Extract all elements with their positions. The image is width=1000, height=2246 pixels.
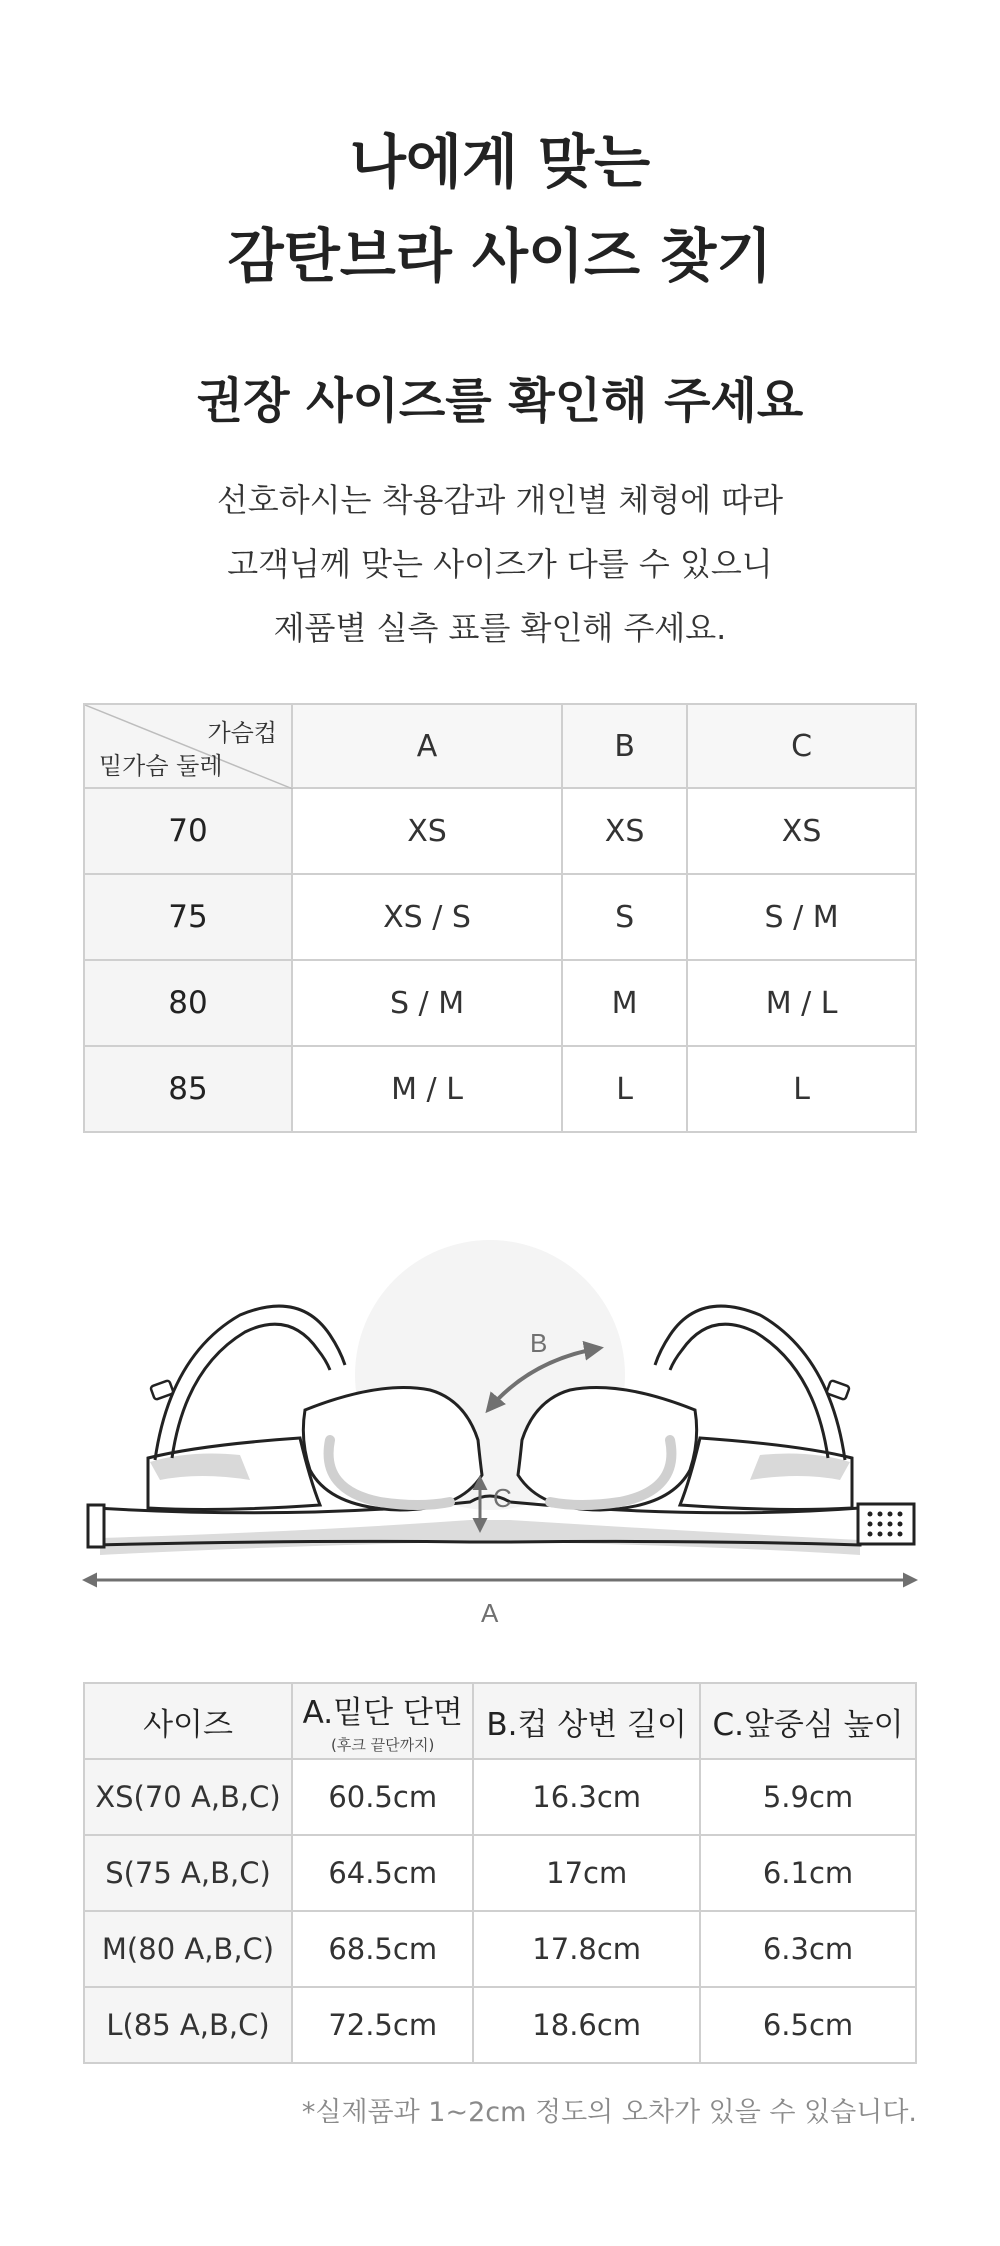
table-row (84, 960, 916, 1046)
hook-eye (878, 1522, 883, 1527)
recommended-size-table (83, 703, 917, 1133)
hook-eye-tab (858, 1504, 914, 1544)
hook-eye (898, 1522, 903, 1527)
hook-eye (868, 1532, 873, 1537)
cup-length-cell: 16.3cm (473, 1759, 700, 1835)
size-cell: XS(70 A,B,C) (84, 1759, 292, 1835)
band-width-header-note: (후크 끝단까지) (330, 1736, 435, 1754)
section-subtitle: 권장 사이즈를 확인해 주세요 (196, 373, 804, 429)
hook-eye (868, 1512, 873, 1517)
center-height-column-header: C.앞중심 높이 (700, 1683, 916, 1759)
cup-column-header: A (292, 704, 562, 788)
table-row (84, 874, 916, 960)
size-cell: L(85 A,B,C) (84, 1987, 292, 2063)
size-cell: L (687, 1046, 916, 1132)
bra-measurement-diagram (0, 1240, 1000, 1640)
hook-eye (898, 1512, 903, 1517)
size-cell: S (562, 874, 687, 960)
center-height-cell: 5.9cm (700, 1759, 916, 1835)
band-label: 밑가슴 둘레 (99, 752, 223, 780)
size-cell: M (562, 960, 687, 1046)
band-width-header-label: A.밑단 단면 (302, 1695, 463, 1731)
band-cell: 80 (84, 960, 292, 1046)
band-width-column-header (292, 1683, 473, 1759)
center-height-cell: 6.5cm (700, 1987, 916, 2063)
hook-eye (888, 1522, 893, 1527)
table-row (84, 1046, 916, 1132)
band-cell: 70 (84, 788, 292, 874)
description-line: 고객님께 맞는 사이즈가 다를 수 있으니 (227, 545, 773, 583)
size-cell: XS (687, 788, 916, 874)
size-cell: S / M (687, 874, 916, 960)
description (0, 468, 1000, 660)
description-line: 제품별 실측 표를 확인해 주세요. (273, 609, 727, 647)
measure-label-a: A (481, 1598, 499, 1628)
band-cell: 85 (84, 1046, 292, 1132)
cup-length-cell: 17cm (473, 1835, 700, 1911)
table-header-row (84, 704, 916, 788)
band-width-cell: 72.5cm (292, 1987, 473, 2063)
hook-eye (888, 1512, 893, 1517)
band-width-cell: 60.5cm (292, 1759, 473, 1835)
side-shade-left (150, 1454, 250, 1480)
center-height-cell: 6.1cm (700, 1835, 916, 1911)
cup-length-cell: 17.8cm (473, 1911, 700, 1987)
table-header-row (84, 1683, 916, 1759)
size-cell: M / L (292, 1046, 562, 1132)
size-cell: M(80 A,B,C) (84, 1911, 292, 1987)
table-row (84, 1911, 916, 1987)
hook-eye (888, 1532, 893, 1537)
page-title-line: 감탄브라 사이즈 찾기 (227, 222, 773, 290)
table-row (84, 1835, 916, 1911)
band-cell: 75 (84, 874, 292, 960)
size-cell: S(75 A,B,C) (84, 1835, 292, 1911)
page-title-line: 나에게 맞는 (349, 128, 651, 196)
hook-eye (878, 1532, 883, 1537)
measure-label-c: C (493, 1483, 512, 1513)
cup-label: 가슴컵 (207, 719, 277, 747)
measure-label-b: B (530, 1328, 548, 1358)
size-cell: S / M (292, 960, 562, 1046)
hook-eye (898, 1532, 903, 1537)
side-shade-right (750, 1454, 850, 1480)
size-cell: XS (562, 788, 687, 874)
size-column-header: 사이즈 (84, 1683, 292, 1759)
hook-eye (878, 1512, 883, 1517)
cup-column-header: C (687, 704, 916, 788)
size-cell: XS / S (292, 874, 562, 960)
size-cell: XS (292, 788, 562, 874)
cup-length-column-header: B.컵 상변 길이 (473, 1683, 700, 1759)
cup-length-cell: 18.6cm (473, 1987, 700, 2063)
table-row (84, 1987, 916, 2063)
page-title (0, 115, 1000, 303)
size-cell: M / L (687, 960, 916, 1046)
cup-column-header: B (562, 704, 687, 788)
band-width-cell: 64.5cm (292, 1835, 473, 1911)
table-row (84, 1759, 916, 1835)
description-line: 선호하시는 착용감과 개인별 체형에 따라 (216, 481, 784, 519)
measurement-table (83, 1682, 917, 2064)
table-row (84, 788, 916, 874)
left-band-end (88, 1505, 104, 1547)
band-width-cell: 68.5cm (292, 1911, 473, 1987)
size-cell: L (562, 1046, 687, 1132)
table-corner-cell (84, 704, 292, 788)
hook-eye (868, 1522, 873, 1527)
center-height-cell: 6.3cm (700, 1911, 916, 1987)
disclaimer-note: *실제품과 1~2cm 정도의 오차가 있을 수 있습니다. (301, 2097, 917, 2128)
